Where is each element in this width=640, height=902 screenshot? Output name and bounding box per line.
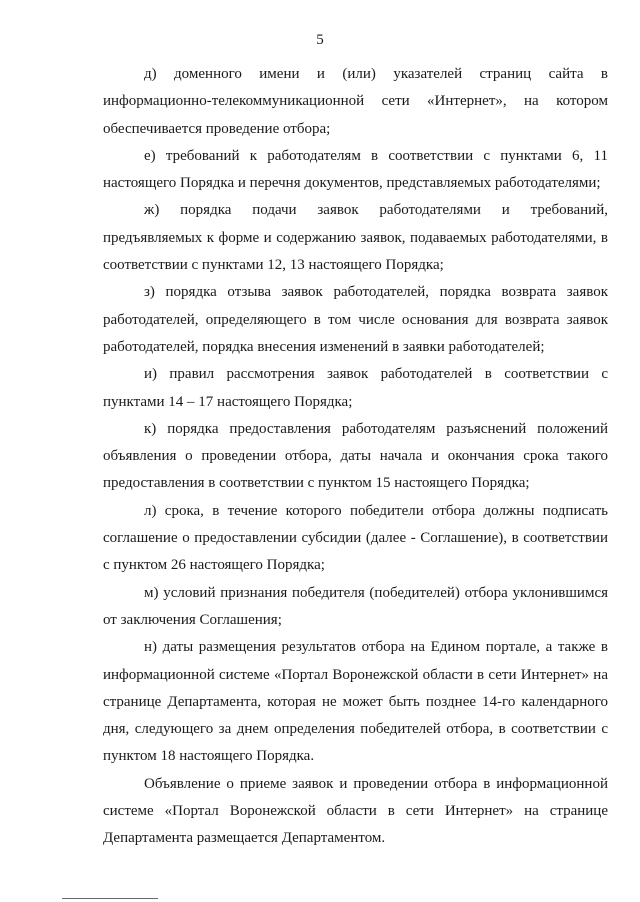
page-number: 5 [316, 32, 324, 48]
paragraph-e: е) требований к работодателям в соответствии с пунктами 6, 11 настоящего Порядка и перечня документов, представляемых работодателями; [103, 147, 608, 192]
paragraph-d: д) доменного имени и (или) указателей страниц сайта в информационно-телекоммуникационной сети «Интернет», на котором обеспечивается проведение отбора; [103, 66, 608, 137]
paragraph-m: м) условий признания победителя (победителей) отбора уклонившимся от заключения Соглашения; [103, 584, 608, 628]
paragraph-n: н) даты размещения результатов отбора на Едином портале, а также в информационной системе «Портал Воронежской области в сети Интернет» на странице Департамента, которая не может быть позднее 14-го календарного дня, следующего за днем определения победителей отбора, в соответствии с пунктом 18 настоящего Порядка. [103, 639, 608, 765]
paragraph-z: з) порядка отзыва заявок работодателей, порядка возврата заявок работодателей, определяющего в том числе основания для возврата заявок работодателей, порядка внесения изменений в заявки работодателей; [103, 284, 608, 355]
paragraph-announcement: Объявление о приеме заявок и проведении отбора в информационной системе «Портал Воронежской области в сети Интернет» на странице Департамента размещается Департаментом. [103, 775, 608, 847]
paragraph-i: и) правил рассмотрения заявок работодателей в соответствии с пунктами 14 – 17 настоящего Порядка; [103, 366, 608, 410]
footer-rule [62, 898, 158, 899]
paragraph-l: л) срока, в течение которого победители отбора должны подписать соглашение о предоставлении субсидии (далее - Соглашение), в соответствии с пунктом 26 настоящего Порядка; [103, 502, 608, 574]
paragraph-k: к) порядка предоставления работодателям разъяснений положений объявления о проведении отбора, даты начала и окончания срока такого предоставления в соответствии с пунктом 15 настоящего Порядка; [103, 420, 608, 492]
document-body [103, 61, 608, 853]
paragraph-zh: ж) порядка подачи заявок работодателями и требований, предъявляемых к форме и содержанию заявок, подаваемых работодателями, в соответствии с пунктами 12, 13 настоящего Порядка; [103, 202, 608, 274]
